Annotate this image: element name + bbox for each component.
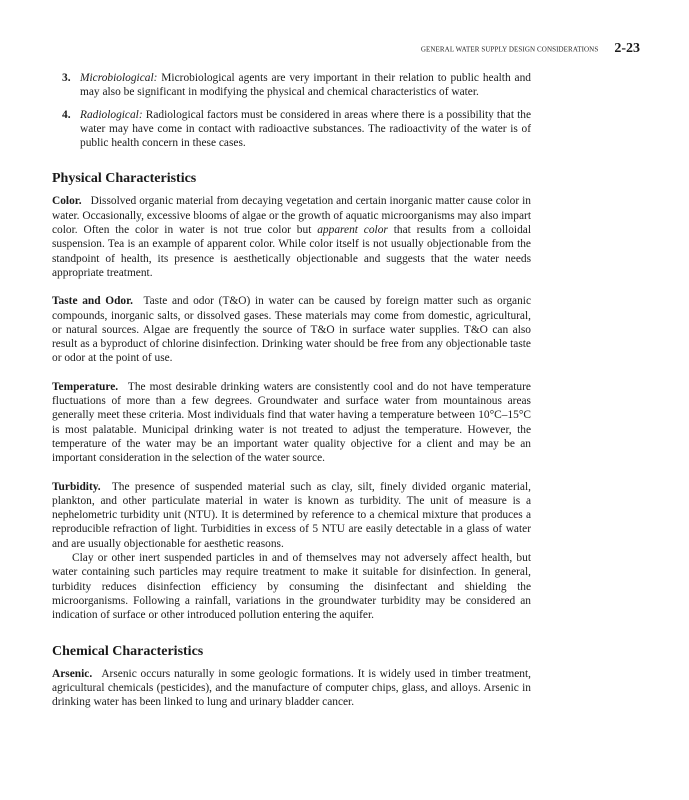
running-head	[52, 40, 640, 58]
paragraph-turbidity-continued: Clay or other inert suspended particles in and of themselves may not adversely affect health, but water containing such particles may require treatment to make it suitable for disinfection. In general, turbidity reduces disinfection efficiency by consuming the disinfectant and shielding the microorganisms. Following a rainfall, variations in the groundwater turbidity may be considered an indication of surface or other introduced pollution entering the aquifer.	[52, 552, 531, 622]
paragraph-title: Arsenic.	[52, 667, 93, 680]
paragraph-color	[52, 194, 531, 280]
paragraph-text: The presence of suspended material such as clay, silt, finely divided organic material, plankton, and other particulate material in water is known as turbidity. The unit of measure is a nephelometric turbidity unit (NTU). It is determined by reference to a chemical mixture that produces a reproducible refraction of light. Turbidities in excess of 5 NTU are easily detectable in a glass of water and are usually objectionable for aesthetic reasons.	[52, 480, 531, 550]
list-item-text	[80, 108, 531, 151]
list-number: 3.	[62, 72, 71, 84]
page-content	[52, 71, 531, 723]
list-number: 4.	[62, 108, 71, 121]
paragraph-turbidity	[52, 480, 531, 551]
list-item-text	[80, 71, 531, 100]
section-heading-chemical: Chemical Characteristics	[52, 643, 204, 659]
paragraph-arsenic	[52, 667, 531, 710]
paragraph-title: Turbidity.	[52, 480, 101, 493]
list-body: Microbiological agents are very important in their relation to public health and may also be significant in modifying the physical and chemical characteristics of water.	[80, 72, 531, 99]
paragraph-text: that results from a colloidal suspension. Tea is an example of apparent color. While color itself is not usually objectionable from the standpoint of health, its presence is aesthetically objectionable and suggests that the water needs appropriate treatment.	[52, 224, 531, 279]
list-body: Radiological factors must be considered in areas where there is a possibility that the water may have come in contact with radioactive substances. The radioactivity of the water is of public health concern in these cases.	[80, 108, 531, 150]
emphasis-text: apparent color	[317, 224, 388, 237]
list-item	[52, 71, 531, 100]
paragraph-taste-odor	[52, 294, 531, 365]
paragraph-text: Arsenic occurs naturally in some geologic formations. It is widely used in timber treatment, agricultural chemicals (pesticides), and the manufacture of computer chips, glass, and alloys. Arsenic in drinking water has been linked to lung and urinary bladder cancer.	[52, 667, 532, 709]
paragraph-text: The most desirable drinking waters are consistently cool and do not have temperature fluctuations of more than a few degrees. Groundwater and surface water from mountainous areas generally meet these criteria. Most individuals find that water having a temperature between 10°C–15°C is most palatable. Municipal drinking water is not treated to adjust the temperature. However, the temperature of the water may be an important water quality objective for a client and may be an important consideration in the selection of the water source.	[52, 380, 531, 465]
paragraph-title: Taste and Odor.	[52, 295, 133, 308]
list-term: Microbiological:	[80, 72, 158, 84]
running-title: GENERAL WATER SUPPLY DESIGN CONSIDERATIONS	[420, 45, 599, 54]
paragraph-text: Dissolved organic material from decaying vegetation and certain inorganic matter cause color in water. Occasionally, excessive blooms of algae or the growth of aquatic microorganisms may also impart color. Often the color in water is not true color but	[52, 195, 531, 237]
list-item	[52, 108, 531, 151]
page-number: 2-23	[614, 41, 640, 57]
list-term: Radiological:	[80, 108, 143, 121]
numbered-list	[52, 71, 531, 150]
section-heading-physical: Physical Characteristics	[52, 171, 197, 187]
paragraph-text: Taste and odor (T&O) in water can be caused by foreign matter such as organic compounds, inorganic salts, or dissolved gases. These materials may come from domestic, agricultural, or natural sources. Algae are frequently the source of T&O in surface water supplies. T&O can also result as a byproduct of chlorine disinfection. Drinking water should be free from any objectionable taste or odor at the point of use.	[52, 295, 531, 365]
paragraph-temperature	[52, 380, 531, 466]
paragraph-title: Color.	[52, 195, 82, 208]
paragraph-title: Temperature.	[52, 380, 119, 393]
